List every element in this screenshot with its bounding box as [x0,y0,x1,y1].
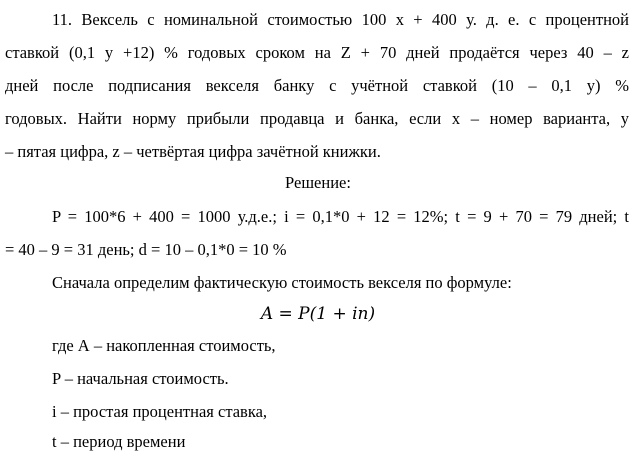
definition-rate: i – простая процентная ставка, [52,402,268,421]
solution-heading: Решение: [285,173,351,192]
problem-line-2: ставкой (0,1 y +12) % годовых сроком на Z + 70 дней продаётся через 40 – z [5,43,629,62]
definition-period: t – период времени [52,432,186,451]
formula-intro: Сначала определим фактическую стоимость векселя по формуле: [52,273,512,292]
calc-line-2: = 40 – 9 = 31 день; d = 10 – 0,1*0 = 10 % [5,240,287,259]
problem-line-1: 11. Вексель с номинальной стоимостью 100 x + 400 у. д. е. с процентной [52,10,629,29]
definition-accumulated: где А – накопленная стоимость, [52,336,276,355]
formula: A = P(1 + in) [260,304,376,324]
problem-line-5: – пятая цифра, z – четвёртая цифра зачётной книжки. [5,142,381,161]
problem-line-3: дней после подписания векселя банку с учётной ставкой (10 – 0,1 y) % [5,76,629,95]
definition-initial: P – начальная стоимость. [52,369,229,388]
problem-line-4: годовых. Найти норму прибыли продавца и банка, если x – номер варианта, y [5,109,629,128]
calc-line-1: P = 100*6 + 400 = 1000 у.д.е.; i = 0,1*0 + 12 = 12%; t = 9 + 70 = 79 дней; t [52,207,629,226]
